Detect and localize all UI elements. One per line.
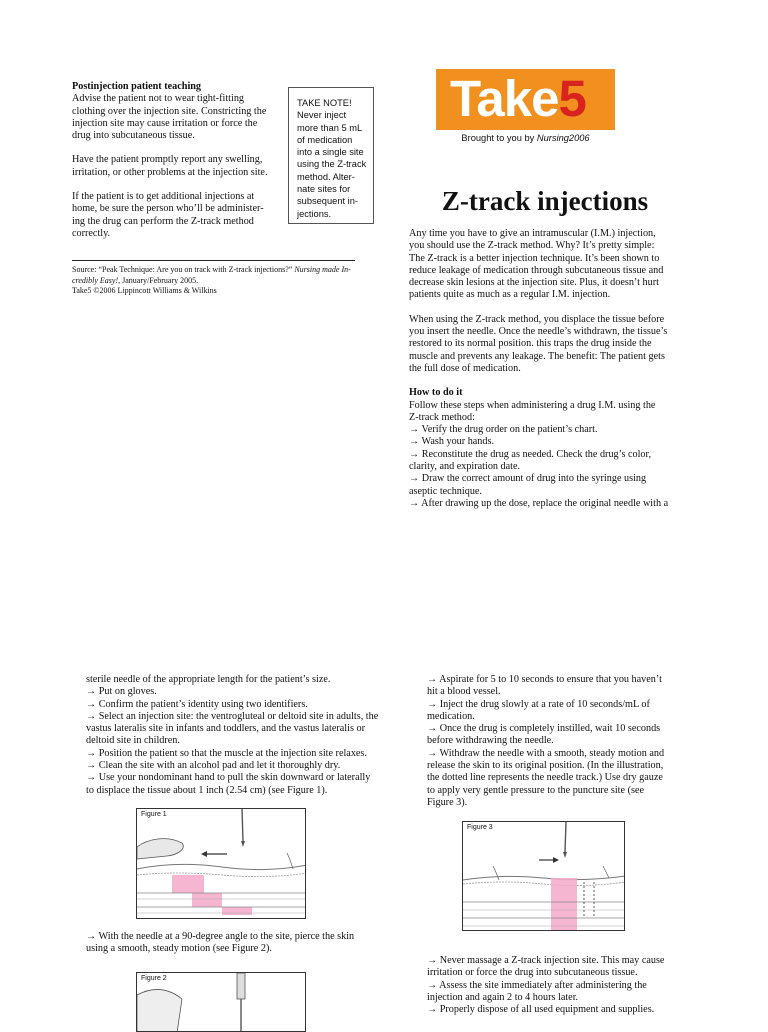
text-line: more than 5 mL (297, 122, 363, 133)
text-line: If the patient is to get additional injections at (72, 191, 255, 203)
source-divider (72, 260, 355, 261)
logo-text (450, 71, 586, 127)
text-line: Follow these steps when administering a drug I.M. using the (409, 399, 656, 411)
text-line: reduce leakage of medication through subcutaneous tissue and (409, 264, 664, 276)
step-item: → Confirm the patient’s identity using two identifiers. (86, 698, 308, 710)
text-line: deltoid site in children. (86, 735, 180, 747)
text-line: release the skin to its original position. (In the illustration, (427, 760, 664, 772)
text-line: aseptic technique. (409, 485, 482, 497)
teaching-paragraph-2 (72, 154, 287, 179)
text-line: irritation, or other problems at the injection site. (72, 166, 268, 178)
patient-teaching-heading: Postinjection patient teaching (72, 81, 202, 92)
page-title: Z-track injections (441, 186, 649, 216)
step-item: → Once the drug is completely instilled, wait 10 seconds (427, 723, 661, 735)
text-line: ing the drug can perform the Z-track method (72, 215, 254, 227)
text-line: you should use the Z-track method. Why? It’s pretty simple: (409, 240, 655, 252)
text-line: method. Alter- (297, 171, 355, 182)
patient-teaching-section (72, 81, 287, 252)
text-line: Z-track method: (409, 411, 475, 423)
text-line: When using the Z-track method, you displace the tissue before (409, 313, 665, 325)
logo-word: Take (450, 70, 559, 127)
text-line: The Z-track is a better injection technique. It’s been shown to (409, 252, 660, 264)
text-line: home, be sure the person who’ll be administer- (72, 203, 264, 215)
intro-paragraph-2 (409, 314, 699, 375)
take-note-box (288, 87, 374, 224)
figure-3 (462, 821, 625, 931)
text-line: into a single site (297, 147, 364, 158)
figure-1 (136, 808, 306, 919)
text-line: to apply very gentle pressure to the puncture site (see (427, 784, 644, 796)
copyright-line: Take5 ©2006 Lippincott Williams & Wilkins (72, 286, 217, 295)
figure-2-label: Figure 2 (141, 975, 167, 982)
steps-continued-right (427, 674, 717, 809)
step-item: → Select an injection site: the ventrogluteal or deltoid site in adults, the (86, 710, 379, 722)
text-line: to displace the tissue about 1 inch (2.54 cm) (see Figure 1). (86, 784, 328, 796)
step-item: → Properly dispose of all used equipment and supplies. (427, 1004, 655, 1016)
source-citation (72, 265, 372, 297)
source-prefix: Source: “Peak Technique: Are you on track with Z-track injections?” (72, 265, 295, 274)
step-item: → Reconstitute the drug as needed. Check the drug’s color, (409, 448, 652, 460)
logo-number: 5 (558, 70, 586, 127)
text-line: Advise the patient not to wear tight-fitting (72, 93, 245, 105)
text-line: clarity, and expiration date. (409, 461, 521, 473)
text-line: Have the patient promptly report any swelling, (72, 154, 263, 166)
step-item: → Position the patient so that the muscle at the injection site relaxes. (86, 747, 367, 759)
text-line: sterile needle of the appropriate length for the patient’s size. (86, 674, 331, 685)
figure-1-label: Figure 1 (141, 811, 167, 818)
text-line: Any time you have to give an intramuscular (I.M.) injection, (409, 228, 656, 239)
text-line: Never inject (297, 110, 347, 121)
source-journal: Nursing made In- (294, 265, 351, 274)
step-item: → Withdraw the needle with a smooth, steady motion and (427, 747, 665, 759)
sponsor-brand: Nursing2006 (536, 133, 590, 143)
text-line: injection and again 2 to 4 hours later. (427, 991, 579, 1003)
text-line: clothing over the injection site. Constricting the (72, 105, 267, 117)
source-journal-cont: credibly Easy! (72, 275, 119, 285)
steps-continued-left (86, 674, 406, 797)
step-item: → Draw the correct amount of drug into the syringe using (409, 473, 647, 485)
text-line: vastus lateralis site in infants and toddlers, and the vastus lateralis or (86, 723, 365, 735)
how-to-heading: How to do it (409, 387, 463, 399)
how-to-section (409, 387, 699, 510)
take-note-title: TAKE NOTE! (297, 98, 352, 108)
teaching-paragraph-1 (72, 93, 287, 142)
step-item: → Verify the drug order on the patient’s chart. (409, 424, 598, 436)
text-line: subsequent in- (297, 196, 358, 207)
step-item: → With the needle at a 90-degree angle to the site, pierce the skin (86, 931, 355, 942)
step-item: → Wash your hands. (409, 436, 495, 448)
steps-continued-right-2 (427, 955, 717, 1016)
figure-3-illustration (463, 822, 625, 931)
text-line: nate sites for (297, 184, 351, 195)
figure-3-label: Figure 3 (467, 824, 493, 831)
figure-1-illustration (137, 809, 306, 919)
text-line: before withdrawing the needle. (427, 735, 554, 747)
text-line: injection site may cause irritation or force the (72, 117, 258, 129)
text-line: Figure 3). (427, 796, 468, 808)
text-line: using a smooth, steady motion (see Figure 2). (86, 943, 272, 955)
step-item: → Assess the site immediately after administering the (427, 979, 647, 991)
text-line: restored to its normal position. this traps the drug inside the (409, 338, 652, 350)
text-line: the full dose of medication. (409, 362, 521, 374)
text-line: jections. (297, 208, 332, 219)
text-line: hit a blood vessel. (427, 686, 501, 698)
text-line: patients quite as much as a regular I.M. injection. (409, 289, 611, 301)
step-item: → Use your nondominant hand to pull the skin downward or laterally (86, 772, 371, 784)
sponsor-prefix: Brought to you by (461, 133, 537, 143)
step-item: → Put on gloves. (86, 686, 157, 698)
text-line: decrease skin lesions at the injection site. Plus, it doesn’t hurt (409, 277, 659, 289)
steps-continued-left-2 (86, 931, 406, 956)
step-item: → After drawing up the dose, replace the original needle with a (409, 497, 669, 509)
text-line: correctly. (72, 227, 111, 239)
intro-section (409, 228, 699, 510)
teaching-paragraph-3 (72, 191, 287, 240)
text-line: irritation or force the drug into subcutaneous tissue. (427, 967, 638, 979)
text-line: medication. (427, 710, 475, 722)
step-item: → Never massage a Z-track injection site. This may cause (427, 955, 665, 966)
text-line: you insert the needle. Once the needle’s withdrawn, the tissue’s (409, 326, 668, 338)
step-item: → Clean the site with an alcohol pad and let it thoroughly dry. (86, 760, 341, 772)
sponsor-line (436, 133, 615, 143)
text-line: drug into subcutaneous tissue. (72, 130, 195, 142)
text-line: of medication (297, 134, 353, 145)
text-line: using the Z-track (297, 159, 367, 170)
figure-2 (136, 972, 306, 1032)
take5-logo (436, 69, 615, 130)
step-item: → Inject the drug slowly at a rate of 10 seconds/mL of (427, 698, 650, 710)
intro-paragraph-1 (409, 228, 699, 302)
text-line: the dotted line represents the needle track.) Use dry gauze (427, 772, 663, 784)
text-line: muscle and prevents any leakage. The benefit: The patient gets (409, 350, 665, 362)
step-item: → Aspirate for 5 to 10 seconds to ensure that you haven’t (427, 674, 662, 685)
source-date: , January/February 2005. (118, 275, 199, 285)
